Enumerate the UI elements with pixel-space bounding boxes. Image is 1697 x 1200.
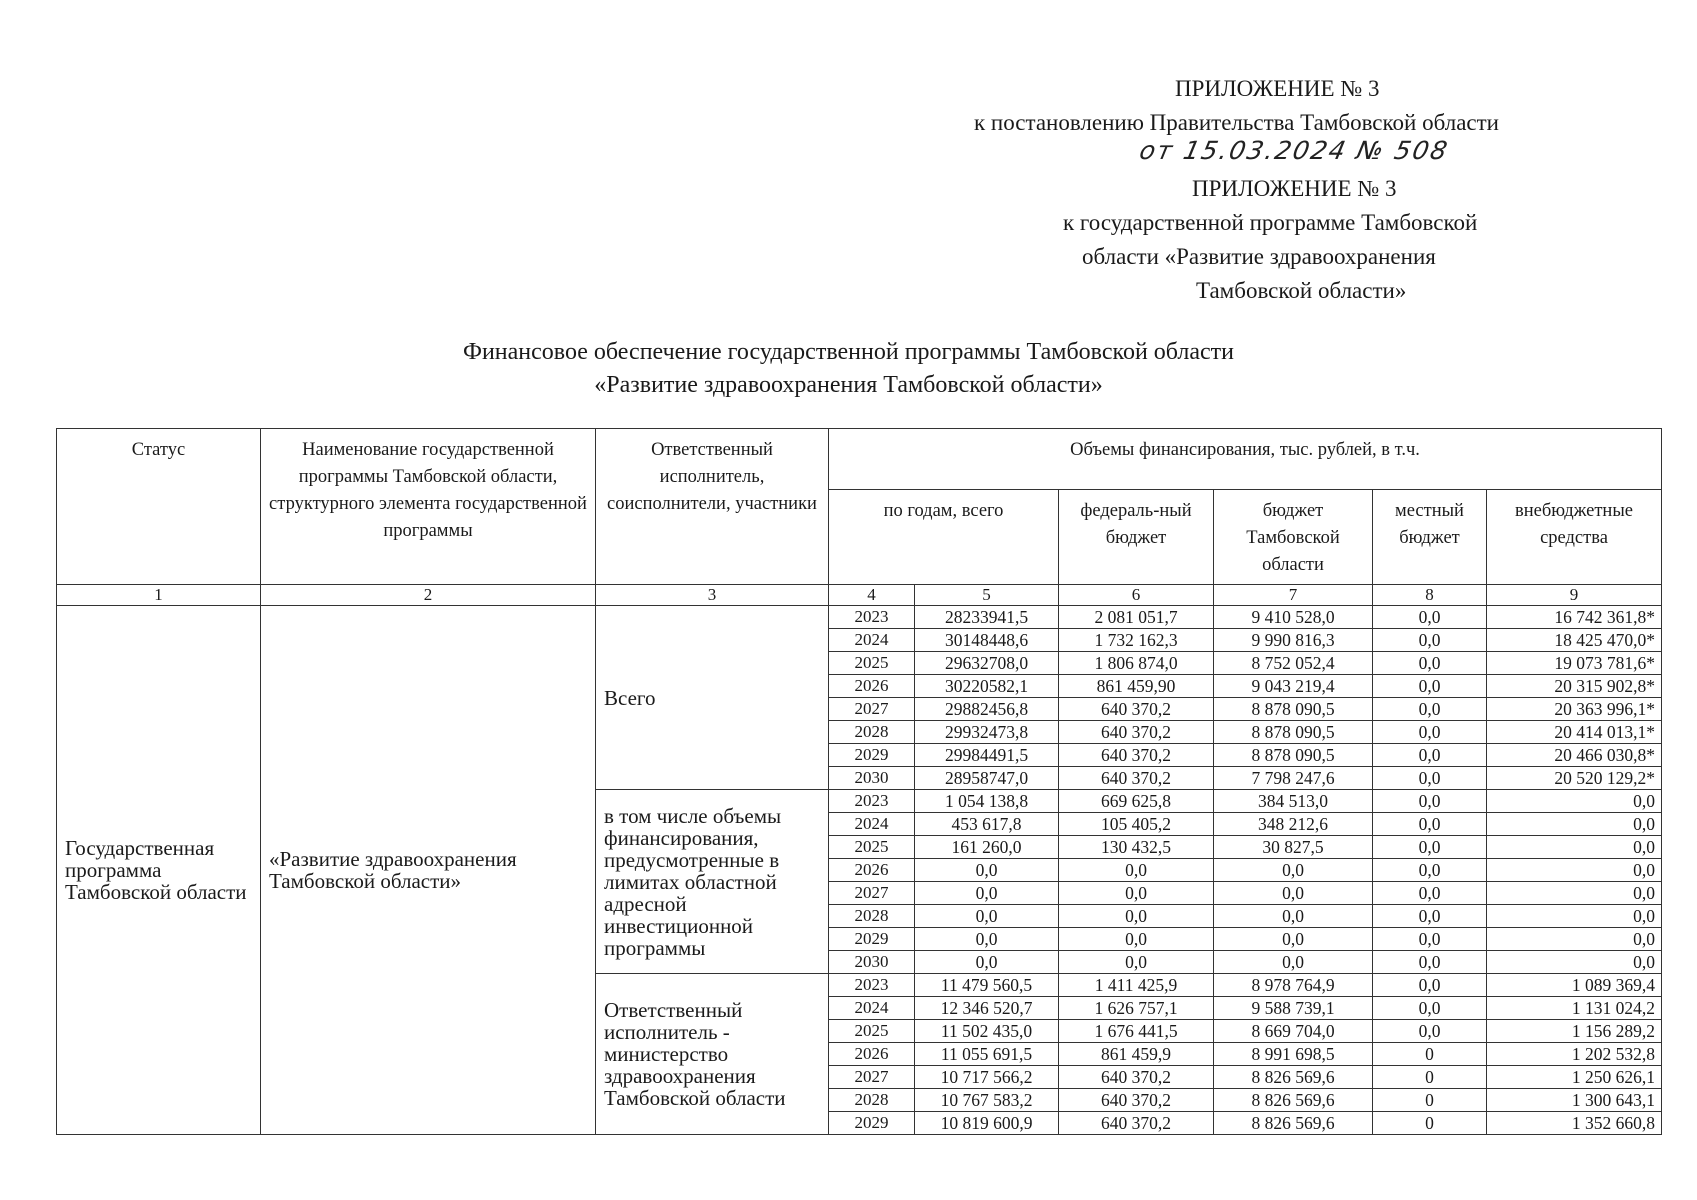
offbudget-cell: 20 466 030,8* xyxy=(1487,744,1662,767)
offbudget-cell: 0,0 xyxy=(1487,813,1662,836)
federal-cell: 640 370,2 xyxy=(1059,1066,1214,1089)
offbudget-cell: 0,0 xyxy=(1487,790,1662,813)
local-cell: 0,0 xyxy=(1373,606,1487,629)
year-cell: 2029 xyxy=(829,1112,915,1135)
regional-cell: 9 990 816,3 xyxy=(1214,629,1373,652)
document-title-line-2: «Развитие здравоохранения Тамбовской области» xyxy=(594,372,1103,398)
local-cell: 0 xyxy=(1373,1043,1487,1066)
header-row-1 xyxy=(57,429,1662,490)
total-cell: 28233941,5 xyxy=(915,606,1059,629)
regional-cell: 9 043 219,4 xyxy=(1214,675,1373,698)
total-cell: 0,0 xyxy=(915,951,1059,974)
offbudget-cell: 0,0 xyxy=(1487,882,1662,905)
regional-cell: 8 878 090,5 xyxy=(1214,744,1373,767)
regional-cell: 8 991 698,5 xyxy=(1214,1043,1373,1066)
column-number: 3 xyxy=(596,585,829,606)
total-cell: 453 617,8 xyxy=(915,813,1059,836)
federal-cell: 640 370,2 xyxy=(1059,698,1214,721)
local-cell: 0 xyxy=(1373,1112,1487,1135)
local-cell: 0,0 xyxy=(1373,997,1487,1020)
federal-cell: 0,0 xyxy=(1059,951,1214,974)
total-cell: 11 055 691,5 xyxy=(915,1043,1059,1066)
local-cell: 0,0 xyxy=(1373,744,1487,767)
regional-cell: 8 826 569,6 xyxy=(1214,1066,1373,1089)
offbudget-cell: 1 300 643,1 xyxy=(1487,1089,1662,1112)
appendix-title-2: ПРИЛОЖЕНИЕ № 3 xyxy=(1192,176,1397,201)
header-program-name: Наименование государственной программы Тамбовской области, структурного элемента государственной программы xyxy=(261,429,596,585)
year-cell: 2026 xyxy=(829,675,915,698)
year-cell: 2023 xyxy=(829,974,915,997)
regional-cell: 8 826 569,6 xyxy=(1214,1089,1373,1112)
offbudget-cell: 0,0 xyxy=(1487,928,1662,951)
regional-cell: 0,0 xyxy=(1214,951,1373,974)
offbudget-cell: 0,0 xyxy=(1487,905,1662,928)
header-regional: бюджет Тамбовской области xyxy=(1214,490,1373,585)
total-cell: 161 260,0 xyxy=(915,836,1059,859)
local-cell: 0 xyxy=(1373,1066,1487,1089)
year-cell: 2027 xyxy=(829,1066,915,1089)
offbudget-cell: 0,0 xyxy=(1487,859,1662,882)
year-cell: 2026 xyxy=(829,1043,915,1066)
header-executor: Ответственный исполнитель, соисполнители, участники xyxy=(596,429,829,585)
regional-cell: 30 827,5 xyxy=(1214,836,1373,859)
total-cell: 0,0 xyxy=(915,928,1059,951)
offbudget-cell: 20 520 129,2* xyxy=(1487,767,1662,790)
regional-cell: 348 212,6 xyxy=(1214,813,1373,836)
local-cell: 0,0 xyxy=(1373,928,1487,951)
total-cell: 0,0 xyxy=(915,905,1059,928)
column-number: 5 xyxy=(915,585,1059,606)
federal-cell: 640 370,2 xyxy=(1059,1112,1214,1135)
local-cell: 0,0 xyxy=(1373,974,1487,997)
header-by-years: по годам, всего xyxy=(829,490,1059,585)
offbudget-cell: 1 352 660,8 xyxy=(1487,1112,1662,1135)
total-cell: 1 054 138,8 xyxy=(915,790,1059,813)
column-numbers-row xyxy=(57,585,1662,606)
local-cell: 0,0 xyxy=(1373,882,1487,905)
executor-cell: Всего xyxy=(596,606,829,790)
total-cell: 29632708,0 xyxy=(915,652,1059,675)
federal-cell: 1 732 162,3 xyxy=(1059,629,1214,652)
total-cell: 0,0 xyxy=(915,882,1059,905)
federal-cell: 130 432,5 xyxy=(1059,836,1214,859)
decree-reference: к постановлению Правительства Тамбовской области xyxy=(974,110,1499,135)
regional-cell: 8 669 704,0 xyxy=(1214,1020,1373,1043)
year-cell: 2028 xyxy=(829,721,915,744)
total-cell: 28958747,0 xyxy=(915,767,1059,790)
offbudget-cell: 1 156 289,2 xyxy=(1487,1020,1662,1043)
total-cell: 30220582,1 xyxy=(915,675,1059,698)
local-cell: 0,0 xyxy=(1373,1020,1487,1043)
local-cell: 0,0 xyxy=(1373,836,1487,859)
regional-cell: 8 752 052,4 xyxy=(1214,652,1373,675)
federal-cell: 861 459,9 xyxy=(1059,1043,1214,1066)
year-cell: 2027 xyxy=(829,882,915,905)
column-number: 2 xyxy=(261,585,596,606)
offbudget-cell: 19 073 781,6* xyxy=(1487,652,1662,675)
program-name-cell: «Развитие здравоохранения Тамбовской области» xyxy=(261,606,596,1135)
federal-cell: 1 806 874,0 xyxy=(1059,652,1214,675)
table-row xyxy=(57,606,1662,629)
offbudget-cell: 16 742 361,8* xyxy=(1487,606,1662,629)
local-cell: 0,0 xyxy=(1373,790,1487,813)
header-status: Статус xyxy=(57,429,261,585)
total-cell: 29932473,8 xyxy=(915,721,1059,744)
regional-cell: 9 588 739,1 xyxy=(1214,997,1373,1020)
year-cell: 2025 xyxy=(829,1020,915,1043)
offbudget-cell: 20 315 902,8* xyxy=(1487,675,1662,698)
local-cell: 0,0 xyxy=(1373,721,1487,744)
header-offbudget: внебюджетные средства xyxy=(1487,490,1662,585)
total-cell: 29984491,5 xyxy=(915,744,1059,767)
local-cell: 0 xyxy=(1373,1089,1487,1112)
local-cell: 0,0 xyxy=(1373,652,1487,675)
year-cell: 2025 xyxy=(829,836,915,859)
document-title-line-1: Финансовое обеспечение государственной программы Тамбовской области xyxy=(462,339,1235,365)
financing-table xyxy=(56,428,1662,1135)
total-cell: 10 819 600,9 xyxy=(915,1112,1059,1135)
federal-cell: 105 405,2 xyxy=(1059,813,1214,836)
offbudget-cell: 18 425 470,0* xyxy=(1487,629,1662,652)
federal-cell: 1 676 441,5 xyxy=(1059,1020,1214,1043)
regional-cell: 384 513,0 xyxy=(1214,790,1373,813)
local-cell: 0,0 xyxy=(1373,629,1487,652)
total-cell: 30148448,6 xyxy=(915,629,1059,652)
offbudget-cell: 20 363 996,1* xyxy=(1487,698,1662,721)
year-cell: 2028 xyxy=(829,905,915,928)
total-cell: 12 346 520,7 xyxy=(915,997,1059,1020)
regional-cell: 8 978 764,9 xyxy=(1214,974,1373,997)
year-cell: 2030 xyxy=(829,951,915,974)
regional-cell: 0,0 xyxy=(1214,928,1373,951)
federal-cell: 0,0 xyxy=(1059,905,1214,928)
federal-cell: 1 626 757,1 xyxy=(1059,997,1214,1020)
year-cell: 2028 xyxy=(829,1089,915,1112)
federal-cell: 640 370,2 xyxy=(1059,1089,1214,1112)
appendix-title-1: ПРИЛОЖЕНИЕ № 3 xyxy=(1175,76,1380,101)
total-cell: 11 479 560,5 xyxy=(915,974,1059,997)
offbudget-cell: 1 250 626,1 xyxy=(1487,1066,1662,1089)
regional-cell: 7 798 247,6 xyxy=(1214,767,1373,790)
total-cell: 11 502 435,0 xyxy=(915,1020,1059,1043)
program-reference-line-2: области «Развитие здравоохранения xyxy=(1082,244,1436,269)
offbudget-cell: 0,0 xyxy=(1487,836,1662,859)
column-number: 9 xyxy=(1487,585,1662,606)
offbudget-cell: 1 089 369,4 xyxy=(1487,974,1662,997)
local-cell: 0,0 xyxy=(1373,767,1487,790)
federal-cell: 0,0 xyxy=(1059,882,1214,905)
executor-cell: в том числе объемы финансирования, предусмотренные в лимитах областной адресной инвестиционной программы xyxy=(596,790,829,974)
federal-cell: 640 370,2 xyxy=(1059,721,1214,744)
local-cell: 0,0 xyxy=(1373,675,1487,698)
year-cell: 2024 xyxy=(829,997,915,1020)
offbudget-cell: 20 414 013,1* xyxy=(1487,721,1662,744)
year-cell: 2024 xyxy=(829,629,915,652)
local-cell: 0,0 xyxy=(1373,951,1487,974)
offbudget-cell: 1 202 532,8 xyxy=(1487,1043,1662,1066)
federal-cell: 0,0 xyxy=(1059,859,1214,882)
local-cell: 0,0 xyxy=(1373,813,1487,836)
regional-cell: 8 878 090,5 xyxy=(1214,698,1373,721)
year-cell: 2023 xyxy=(829,790,915,813)
column-number: 6 xyxy=(1059,585,1214,606)
year-cell: 2030 xyxy=(829,767,915,790)
regional-cell: 0,0 xyxy=(1214,882,1373,905)
year-cell: 2024 xyxy=(829,813,915,836)
regional-cell: 8 826 569,6 xyxy=(1214,1112,1373,1135)
status-cell: Государственная программа Тамбовской области xyxy=(57,606,261,1135)
total-cell: 0,0 xyxy=(915,859,1059,882)
program-reference-line-1: к государственной программе Тамбовской xyxy=(1063,210,1478,235)
federal-cell: 2 081 051,7 xyxy=(1059,606,1214,629)
federal-cell: 669 625,8 xyxy=(1059,790,1214,813)
header-volumes: Объемы финансирования, тыс. рублей, в т.ч. xyxy=(829,429,1662,490)
year-cell: 2023 xyxy=(829,606,915,629)
regional-cell: 0,0 xyxy=(1214,859,1373,882)
federal-cell: 640 370,2 xyxy=(1059,767,1214,790)
total-cell: 10 767 583,2 xyxy=(915,1089,1059,1112)
federal-cell: 640 370,2 xyxy=(1059,744,1214,767)
regional-cell: 9 410 528,0 xyxy=(1214,606,1373,629)
program-reference-line-3: Тамбовской области» xyxy=(1196,278,1407,303)
total-cell: 29882456,8 xyxy=(915,698,1059,721)
header-federal: федераль-ный бюджет xyxy=(1059,490,1214,585)
regional-cell: 0,0 xyxy=(1214,905,1373,928)
local-cell: 0,0 xyxy=(1373,905,1487,928)
year-cell: 2026 xyxy=(829,859,915,882)
year-cell: 2027 xyxy=(829,698,915,721)
offbudget-cell: 0,0 xyxy=(1487,951,1662,974)
handwritten-date: от 15.03.2024 № 508 xyxy=(1136,136,1452,165)
header-local: местный бюджет xyxy=(1373,490,1487,585)
local-cell: 0,0 xyxy=(1373,859,1487,882)
year-cell: 2025 xyxy=(829,652,915,675)
column-number: 8 xyxy=(1373,585,1487,606)
offbudget-cell: 1 131 024,2 xyxy=(1487,997,1662,1020)
federal-cell: 1 411 425,9 xyxy=(1059,974,1214,997)
column-number: 1 xyxy=(57,585,261,606)
local-cell: 0,0 xyxy=(1373,698,1487,721)
total-cell: 10 717 566,2 xyxy=(915,1066,1059,1089)
federal-cell: 861 459,90 xyxy=(1059,675,1214,698)
column-number: 7 xyxy=(1214,585,1373,606)
year-cell: 2029 xyxy=(829,744,915,767)
executor-cell: Ответственный исполнитель - министерство здравоохранения Тамбовской области xyxy=(596,974,829,1135)
regional-cell: 8 878 090,5 xyxy=(1214,721,1373,744)
column-number: 4 xyxy=(829,585,915,606)
federal-cell: 0,0 xyxy=(1059,928,1214,951)
year-cell: 2029 xyxy=(829,928,915,951)
